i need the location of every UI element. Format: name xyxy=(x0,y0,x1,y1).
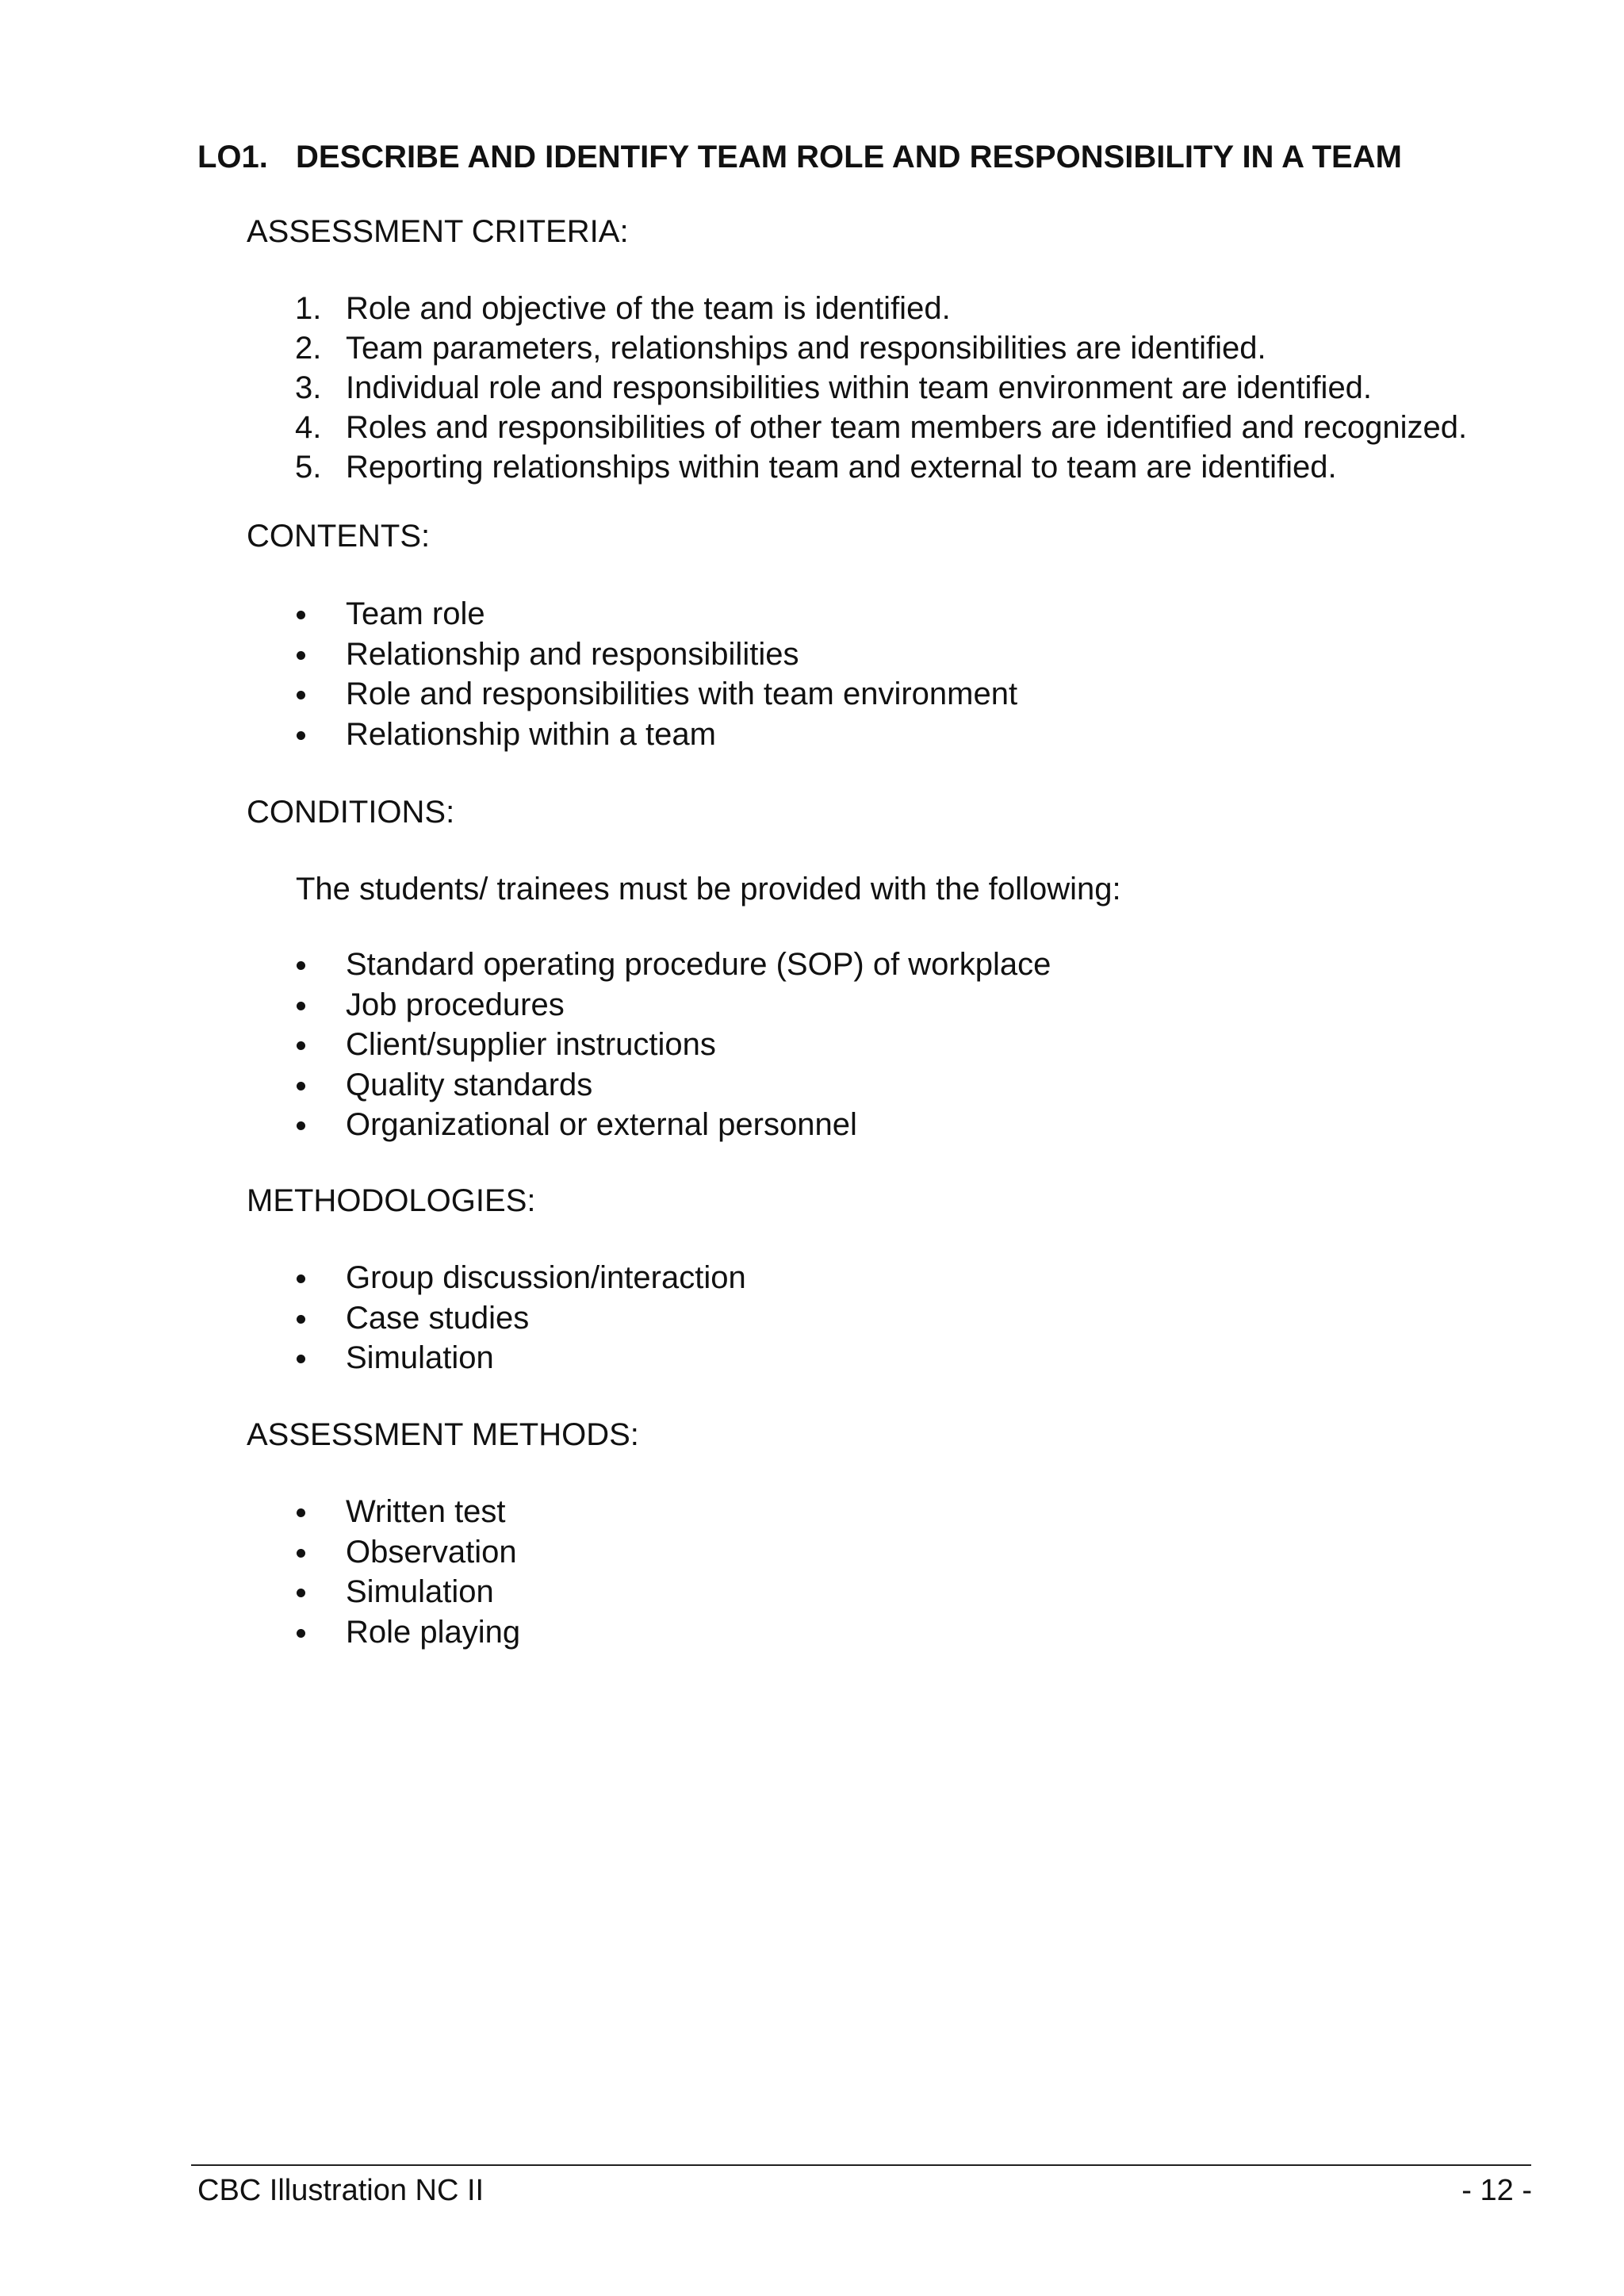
bullet-icon xyxy=(297,1508,305,1517)
bullet-icon xyxy=(297,1629,305,1638)
methodologies-item: Case studies xyxy=(295,1298,746,1339)
learning-outcome-title: DESCRIBE AND IDENTIFY TEAM ROLE AND RESPONSIBILITY IN A TEAM xyxy=(296,140,1402,174)
assessment-methods-item: Simulation xyxy=(295,1572,520,1612)
contents-heading: CONTENTS: xyxy=(247,519,431,554)
bullet-icon xyxy=(297,1355,305,1363)
criteria-item: 1. Role and objective of the team is identified. xyxy=(295,291,951,326)
criteria-item: 3. Individual role and responsibilities within team environment are identified. xyxy=(295,370,1373,405)
contents-item: Relationship and responsibilities xyxy=(295,634,1017,675)
assessment-criteria-list xyxy=(295,289,1467,487)
conditions-item: Job procedures xyxy=(295,985,1051,1025)
assessment-criteria-heading: ASSESSMENT CRITERIA: xyxy=(247,214,629,249)
contents-list xyxy=(295,594,1017,754)
bullet-icon xyxy=(297,1315,305,1324)
methodologies-list xyxy=(295,1258,746,1378)
bullet-icon xyxy=(297,1274,305,1283)
bullet-icon xyxy=(297,651,305,660)
assessment-methods-item: Written test xyxy=(295,1492,520,1532)
learning-outcome-number: LO1. xyxy=(197,140,268,174)
assessment-methods-item: Role playing xyxy=(295,1612,520,1653)
bullet-icon xyxy=(297,731,305,740)
methodologies-heading: METHODOLOGIES: xyxy=(247,1183,536,1218)
methodologies-item: Simulation xyxy=(295,1338,746,1378)
bullet-icon xyxy=(297,1082,305,1091)
contents-item: Team role xyxy=(295,594,1017,634)
bullet-icon xyxy=(297,1589,305,1597)
conditions-list xyxy=(295,945,1051,1145)
bullet-icon xyxy=(297,1549,305,1558)
conditions-item: Standard operating procedure (SOP) of workplace xyxy=(295,945,1051,985)
bullet-icon xyxy=(297,691,305,700)
assessment-methods-list xyxy=(295,1492,520,1652)
contents-item: Role and responsibilities with team environment xyxy=(295,674,1017,715)
conditions-heading: CONDITIONS: xyxy=(247,795,455,830)
assessment-methods-heading: ASSESSMENT METHODS: xyxy=(247,1417,639,1452)
criteria-item: 2. Team parameters, relationships and responsibilities are identified. xyxy=(295,331,1266,366)
learning-outcome-heading xyxy=(197,138,1402,176)
conditions-item: Client/supplier instructions xyxy=(295,1025,1051,1065)
assessment-methods-item: Observation xyxy=(295,1532,520,1573)
conditions-intro: The students/ trainees must be provided with the following: xyxy=(296,872,1121,907)
criteria-item: 4. Roles and responsibilities of other team members are identified and recognized. xyxy=(295,410,1468,445)
footer-page-number: - 12 - xyxy=(1461,2174,1532,2207)
footer-document-title: CBC Illustration NC II xyxy=(197,2174,485,2207)
criteria-item: 5. Reporting relationships within team and external to team are identified. xyxy=(295,450,1337,485)
bullet-icon xyxy=(297,1041,305,1050)
bullet-icon xyxy=(297,1002,305,1010)
bullet-icon xyxy=(297,1121,305,1130)
footer-divider xyxy=(191,2164,1531,2166)
conditions-item: Quality standards xyxy=(295,1065,1051,1106)
methodologies-item: Group discussion/interaction xyxy=(295,1258,746,1298)
conditions-item: Organizational or external personnel xyxy=(295,1105,1051,1145)
bullet-icon xyxy=(297,961,305,970)
bullet-icon xyxy=(297,611,305,619)
contents-item: Relationship within a team xyxy=(295,715,1017,755)
